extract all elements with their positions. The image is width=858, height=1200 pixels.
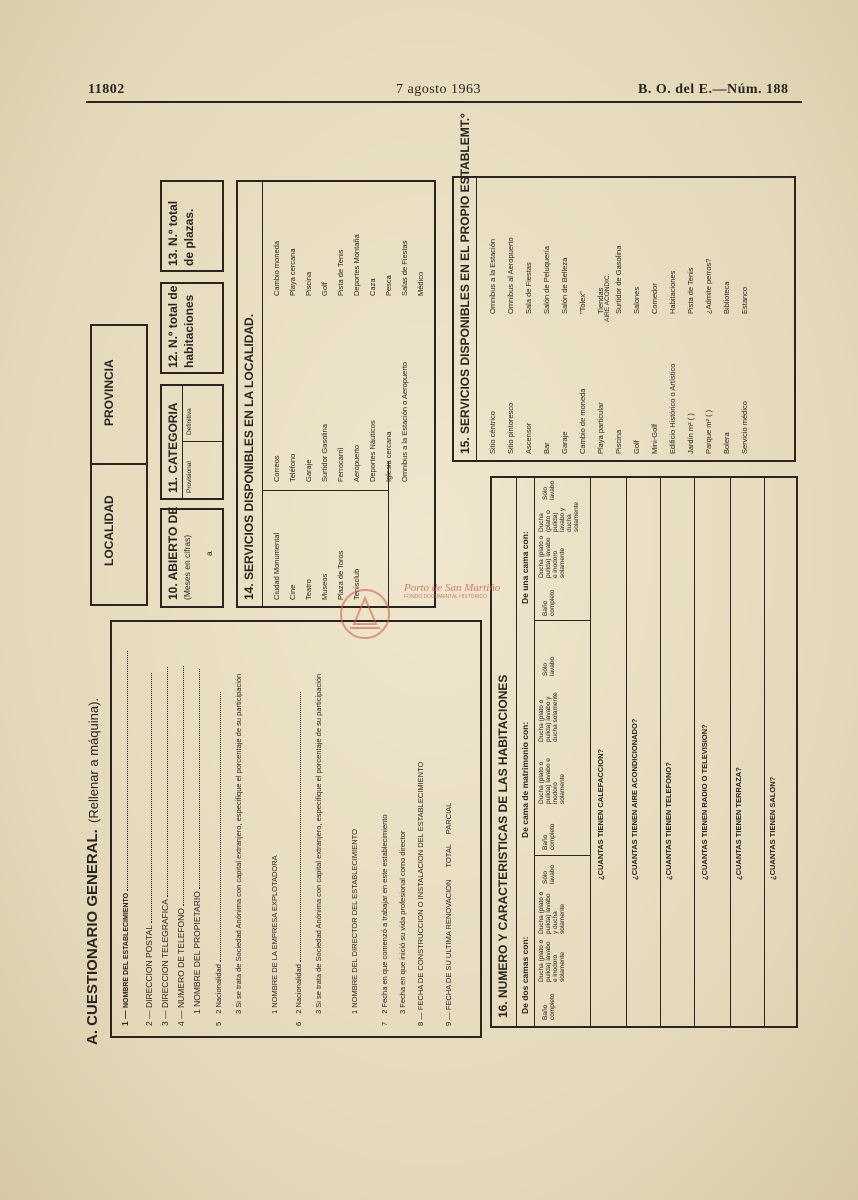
svc-loc-18: Piscina (304, 271, 313, 296)
q-propietario: 1 NOMBRE DEL PROPIETARIO (192, 891, 202, 1014)
svc-est-3: Ascensor (524, 422, 533, 454)
stamp-name: Porto de San Martiño (404, 582, 501, 594)
header-rule (86, 101, 802, 103)
box-14-split (262, 490, 388, 491)
q-nacionalidad-emp: 2 Nacionalidad (294, 964, 303, 1014)
q-row-4 (700, 480, 714, 1000)
svc-est-8: Piscina (614, 429, 623, 454)
svc-est-6: Cambio de moneda (578, 388, 587, 454)
svc-est-19: Salón de Peluquería (542, 246, 551, 314)
q-nacionalidad-prop: 2 Nacionalidad (214, 964, 223, 1014)
svc-est-26: Habitaciones (668, 270, 677, 314)
svc-loc-5: Plaza de Toros (336, 550, 345, 600)
sub-1c: Ducha (plato o pulida) lavabo y ducha solamente (538, 891, 566, 934)
svc-est-10: Mini-Golf (650, 423, 659, 454)
svc-est-15: Servicio médico (740, 401, 749, 454)
question-list: 1 — NOMBRE DEL ESTABLECIMIENTO 2 — DIRECCION POSTAL 3 — DIRECCION TELEGRAFICA 4 — NUMERO DE TELEFONO 1 NOMBRE DEL PROPIETARIO 5 2 Nacionalidad 3 Si se trata de Sociedad Anónima con capital extranjero, especifique el porcentaje de su participación 1 NOMBRE DE LA EMPRESA EXPLOTADORA 6 2 Nacionalidad 3 Si se trata de Sociedad Anónima con capital extranjero, especifique el porcentaje de su participación 1 NOMBRE DEL DIRECTOR DEL ESTABLECIMIENTO 7 2 Fecha en que comenzó a trabajar en este establecimiento 3 Fecha en que inició su vida profesional como director 8 — FECHA DE CONSTRUCCION O INSTALACION DEL ESTABLECIMIENTO 9 — FECHA DE SU ULTIMA RENOVACION TOTAL PARCIAL (114, 624, 482, 1034)
q-telefono: NUMERO DE TELEFONO (176, 908, 186, 1009)
svc-est-9: Golf (632, 440, 641, 454)
box-14-title-wrap (240, 180, 262, 604)
svc-est-12: Jardín m² ( ) (686, 413, 695, 454)
q-salon: ¿CUANTAS TIENEN SALON? (768, 776, 777, 880)
group-una-cama: De una cama con: (520, 531, 530, 604)
box-14-title: 14. SERVICIOS DISPONIBLES EN LA LOCALIDAD. (242, 313, 256, 600)
q-terraza: ¿CUANTAS TIENEN TERRAZA? (734, 767, 743, 880)
page-date: 7 agosto 1963 (396, 82, 482, 97)
sub-3a: Baño completo (542, 589, 556, 616)
row-line-4 (730, 476, 731, 1028)
row-line-3 (694, 476, 695, 1028)
box-16-habitaciones (490, 476, 798, 1028)
box-11-wrap (164, 385, 224, 497)
sub-1d: Sólo lavabo (542, 864, 556, 884)
box-11-provisional: Provisional (186, 461, 193, 493)
svc-loc-6: Tenisclub (352, 568, 361, 600)
sub-2d: Sólo lavabo (542, 656, 556, 676)
box-16-group-divider (534, 476, 535, 1028)
q-sociedad-emp: 3 Si se trata de Sociedad Anónima con capital extranjero, especifique el porcentaje de su participación (314, 673, 323, 1014)
sub-1a: Baño completo (542, 993, 556, 1020)
q-renovacion-parcial: PARCIAL (444, 802, 453, 835)
box-15-col1 (486, 334, 786, 458)
svc-est-2: Sitio pintoresco (506, 402, 515, 454)
box-12-title: 12. N.º total de (166, 285, 180, 368)
box-16-title-divider (516, 476, 517, 1028)
q-calefaccion: ¿CUANTAS TIENEN CALEFACCION? (596, 748, 605, 880)
svc-loc-22: Caza (368, 278, 377, 296)
svc-est-13: Parque m² ( ) (704, 409, 713, 454)
stamp-text (404, 582, 500, 600)
q-direccion-telegrafica: DIRECCION TELEGRAFICA (160, 899, 170, 1009)
box-11-title: 11. CATEGORIA (166, 402, 180, 493)
svc-est-27: Pista de Tenis (686, 267, 695, 314)
q-direccion-postal: DIRECCION POSTAL (144, 925, 154, 1009)
svc-est-14: Bolera (722, 432, 731, 454)
box-16-sub3 (538, 478, 590, 618)
box-13-subtitle: de plazas. (182, 208, 196, 266)
svc-loc-2: Cine (288, 584, 297, 600)
box-12-subtitle: habitaciones (182, 294, 196, 368)
svc-est-7: Playa particular (596, 402, 605, 454)
q-telefono-hab: ¿CUANTAS TIENEN TELEFONO? (664, 762, 673, 880)
q-empresa: 1 NOMBRE DE LA EMPRESA EXPLOTADORA (270, 855, 279, 1014)
svc-est-5: Garaje (560, 431, 569, 454)
row-line-2 (660, 476, 661, 1028)
svc-est-17: Omnibus al Aeropuerto (506, 237, 515, 314)
svc-loc-17: Playa cercana (288, 248, 297, 296)
svc-loc-7: Correos (272, 455, 281, 482)
section-a-header (84, 685, 106, 1045)
sub-3b: Ducha (plato o pulida) lavabo e inodoro solamente (538, 535, 566, 578)
q-renovacion-total: TOTAL (444, 844, 453, 868)
svc-loc-23: Pesca (384, 275, 393, 296)
q-row-3 (664, 480, 678, 1000)
svc-loc-4: Museos (320, 573, 329, 600)
svc-est-29: Biblioteca (722, 281, 731, 314)
sub-2c: Ducha (plato o pulida) lavabo y ducha solamente (538, 692, 559, 742)
box-15-col2 (486, 194, 786, 318)
svc-est-28: ¿Admite perros? (704, 258, 713, 314)
box-16-sub-divider (590, 476, 591, 1028)
aire-label: AIRE ACONDIC. (604, 273, 611, 322)
box-16-g2 (534, 620, 590, 621)
svc-loc-19: Golf (320, 282, 329, 296)
aire-wrap (604, 262, 618, 322)
row-line-1 (626, 476, 627, 1028)
svc-est-22: Tiendas (596, 287, 605, 314)
svc-loc-14: Iglesia cercana (384, 431, 393, 482)
svc-est-23: Surtidor de Gasolina (614, 245, 623, 314)
svc-est-1: Sitio céntrico (488, 411, 497, 454)
provincia-label: PROVINCIA (102, 359, 116, 426)
svc-est-21: "Tolex" (578, 291, 587, 314)
svc-est-4: Bar (542, 442, 551, 454)
q-radio-tv: ¿CUANTAS TIENEN RADIO O TELEVISION? (700, 724, 709, 880)
publication-ref: B. O. del E.—Núm. 188 (638, 82, 789, 97)
svc-loc-20: Pista de Tenis (336, 249, 345, 296)
box-16-title-wrap (494, 474, 516, 1022)
box-16-title: 16. NUMERO Y CARACTERISTICAS DE LAS HABITACIONES (496, 674, 510, 1018)
box-15-title-wrap (456, 113, 478, 458)
section-a-title: A. CUESTIONARIO GENERAL. (84, 829, 101, 1045)
box-10-a: a (204, 551, 214, 556)
svc-est-20: Salón de Belleza (560, 257, 569, 314)
q-director: 1 NOMBRE DEL DIRECTOR DEL ESTABLECIMIENTO (350, 829, 359, 1014)
box-12-wrap (164, 284, 204, 372)
svc-est-30: Estanco (740, 286, 749, 314)
box-16-groups (518, 474, 534, 1022)
box-10-wrap (164, 508, 222, 604)
svc-loc-12: Aeropuerto (352, 444, 361, 482)
group-matrimonio: De cama de matrimonio con: (520, 721, 530, 838)
page-number: 11802 (88, 82, 125, 97)
svc-loc-21: Deportes Montaña (352, 234, 361, 296)
q-row-6 (768, 480, 782, 1000)
provincia-wrap (94, 326, 144, 462)
box-13-wrap (164, 182, 204, 270)
sub-2b: Ducha (plato o pulida) lavabo e inodoro solamente (538, 758, 566, 804)
svc-loc-16: Cambio moneda (272, 240, 281, 296)
q-fecha-comenzo: 2 Fecha en que comenzó a trabajar en este establecimiento (380, 814, 389, 1014)
box-15-title: 15. SERVICIOS DISPONIBLES EN EL PROPIO ESTABLEMT.º (458, 113, 472, 454)
sub-1b: Ducha (plato o pulida) lavabo e inodoro solamente (538, 939, 566, 982)
svc-est-24: Salones (632, 286, 641, 314)
sub-2a: Baño completo (542, 823, 556, 850)
group-dos-camas: De dos camas con: (520, 936, 530, 1014)
box-14-title-divider (262, 180, 263, 608)
svc-loc-10: Surtidor Gasolina (320, 424, 329, 482)
q-sociedad-prop: 3 Si se trata de Sociedad Anónima con capital extranjero, especifique el porcentaje de su participación (234, 673, 243, 1014)
box-14-col3 (270, 180, 440, 300)
section-a-subtitle: (Rellenar a máquina). (86, 697, 101, 823)
localidad-label: LOCALIDAD (102, 495, 116, 566)
q-row-1 (596, 480, 610, 1000)
svc-loc-8: Teléfono (288, 453, 297, 482)
svc-loc-13: Deportes Náuticos (368, 420, 377, 482)
q-row-5 (734, 480, 748, 1000)
stamp-line: FONDO DOCUMENTAL HISTORICO (404, 594, 487, 600)
box-10-subtitle: (Meses en cifras) (182, 534, 192, 600)
svc-loc-1: Ciudad Monumental (272, 532, 281, 600)
svc-loc-25: Médico (416, 271, 425, 296)
box-10-title: 10. ABIERTO DE (166, 506, 180, 600)
box-14-col2 (270, 310, 440, 486)
svc-loc-9: Garaje (304, 459, 313, 482)
svc-loc-11: Ferrocarril (336, 447, 345, 482)
box-13-title: 13. N.º total (166, 200, 180, 266)
box-11-definitiva: Definitiva (186, 408, 193, 435)
sub-3d: Sólo lavabo (542, 480, 556, 500)
localidad-wrap (94, 462, 144, 602)
svc-est-11: Edificio Histórico o Artístico (668, 363, 677, 454)
svc-loc-24: Salas de Fiestas (400, 240, 409, 296)
box-16-sub2 (538, 624, 590, 852)
archive-stamp-icon (332, 584, 398, 644)
svc-est-16: Omnibus a la Estación (488, 238, 497, 314)
q-fecha-inicio: 3 Fecha en que inició su vida profesional como director (398, 830, 407, 1014)
q-fecha-construccion: FECHA DE CONSTRUCCION O INSTALACION DEL ESTABLECIMIENTO (416, 761, 425, 1011)
svc-loc-15: Omnibus a la Estación o Aeropuerto (400, 361, 409, 482)
svc-loc-3: Teatro (304, 579, 313, 600)
q-aire: ¿CUANTAS TIENEN AIRE ACONDICIONADO? (630, 718, 639, 880)
box-16-sub1 (538, 852, 590, 1022)
svc-est-18: Sala de Fiestas (524, 262, 533, 314)
row-line-5 (764, 476, 765, 1028)
q-row-2 (630, 480, 644, 1000)
q-fecha-renovacion: FECHA DE SU ULTIMA RENOVACION (444, 879, 453, 1011)
svc-est-25: Comedor (650, 283, 659, 314)
sub-3c: Ducha (plato o pulida) lavabo y ducha solamente (538, 502, 580, 532)
